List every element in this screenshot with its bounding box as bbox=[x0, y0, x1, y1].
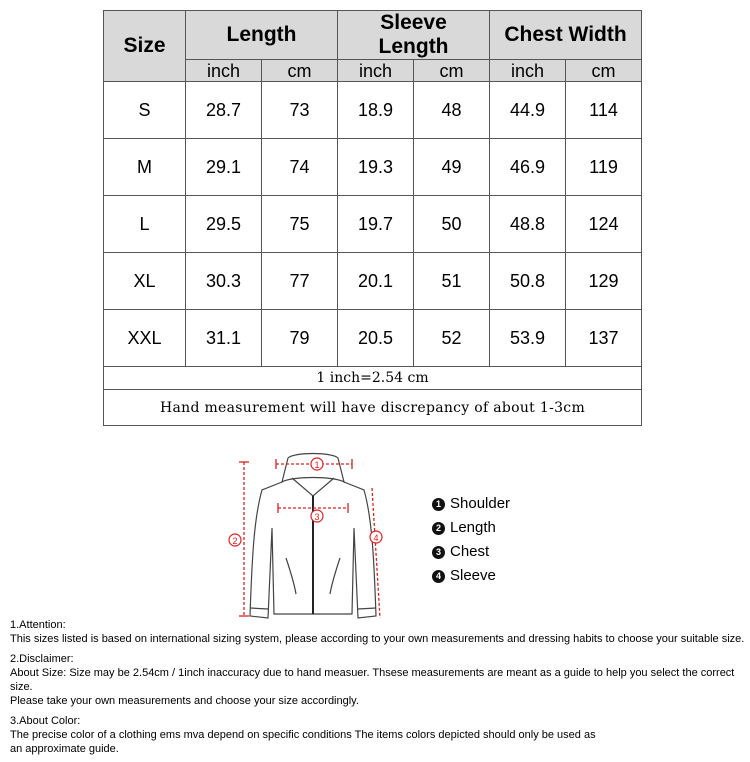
unit-cell: inch bbox=[490, 60, 566, 82]
length-cm-cell: 74 bbox=[262, 139, 338, 196]
sleeve-cm-cell: 52 bbox=[414, 310, 490, 367]
size-cell: XXL bbox=[104, 310, 186, 367]
table-row bbox=[104, 196, 642, 253]
note-line: About Size: Size may be 2.54cm / 1inch inaccuracy due to hand measuer. Thsese measurements are meant as a guide to help you select the correct size. bbox=[10, 667, 735, 693]
svg-text:2: 2 bbox=[232, 536, 238, 546]
size-cell: M bbox=[104, 139, 186, 196]
chest-cm-cell: 119 bbox=[566, 139, 642, 196]
marker-4 bbox=[370, 531, 382, 543]
legend-label: Sleeve bbox=[450, 567, 496, 584]
measurement-legend bbox=[432, 492, 510, 588]
measurement-note: Hand measurement will have discrepancy of about 1-3cm bbox=[104, 390, 642, 426]
legend-item-shoulder bbox=[432, 492, 510, 516]
svg-text:1: 1 bbox=[314, 460, 320, 470]
length-cm-cell: 77 bbox=[262, 253, 338, 310]
chest-cm-cell: 137 bbox=[566, 310, 642, 367]
length-cm-cell: 75 bbox=[262, 196, 338, 253]
sleeve-cm-cell: 50 bbox=[414, 196, 490, 253]
note-title: 2.Disclaimer: bbox=[10, 653, 74, 665]
note-line: This sizes listed is based on international sizing system, please according to your own measurements and dressing habits to choose your suitable size. bbox=[10, 633, 745, 645]
sleeve-inch-cell: 19.7 bbox=[338, 196, 414, 253]
table-header-row bbox=[104, 11, 642, 60]
size-cell: XL bbox=[104, 253, 186, 310]
unit-cell: cm bbox=[566, 60, 642, 82]
disclaimer-note bbox=[10, 652, 745, 708]
header-chest-width: Chest Width bbox=[490, 11, 642, 60]
measurement-note-row bbox=[104, 390, 642, 426]
chest-inch-cell: 50.8 bbox=[490, 253, 566, 310]
number-4-icon: 4 bbox=[432, 570, 445, 583]
chest-cm-cell: 124 bbox=[566, 196, 642, 253]
legend-item-sleeve bbox=[432, 564, 510, 588]
sleeve-inch-cell: 20.5 bbox=[338, 310, 414, 367]
chest-inch-cell: 46.9 bbox=[490, 139, 566, 196]
table-row bbox=[104, 310, 642, 367]
conversion-note: 1 inch=2.54 cm bbox=[104, 367, 642, 390]
legend-item-chest bbox=[432, 540, 510, 564]
conversion-note-row bbox=[104, 367, 642, 390]
header-sleeve-line2: Length bbox=[378, 35, 449, 58]
unit-cell: inch bbox=[338, 60, 414, 82]
length-inch-cell: 29.1 bbox=[186, 139, 262, 196]
sleeve-inch-cell: 19.3 bbox=[338, 139, 414, 196]
sleeve-inch-cell: 20.1 bbox=[338, 253, 414, 310]
header-sleeve-line1: Sleeve bbox=[380, 11, 447, 34]
length-inch-cell: 31.1 bbox=[186, 310, 262, 367]
table-row bbox=[104, 82, 642, 139]
legend-label: Shoulder bbox=[450, 495, 511, 512]
legend-item-length bbox=[432, 516, 510, 540]
header-length: Length bbox=[186, 11, 338, 60]
marker-2 bbox=[229, 534, 241, 546]
table-row bbox=[104, 253, 642, 310]
note-title: 3.About Color: bbox=[10, 715, 81, 727]
size-cell: S bbox=[104, 82, 186, 139]
header-size: Size bbox=[104, 11, 186, 82]
number-2-icon: 2 bbox=[432, 522, 445, 535]
table-row bbox=[104, 139, 642, 196]
measurement-guides bbox=[239, 459, 380, 618]
jacket-outline bbox=[250, 454, 379, 619]
notes-section bbox=[10, 618, 745, 762]
length-cm-cell: 73 bbox=[262, 82, 338, 139]
chest-inch-cell: 53.9 bbox=[490, 310, 566, 367]
length-inch-cell: 30.3 bbox=[186, 253, 262, 310]
sleeve-cm-cell: 51 bbox=[414, 253, 490, 310]
jacket-measurement-diagram bbox=[228, 448, 400, 623]
unit-cell: cm bbox=[262, 60, 338, 82]
number-1-icon: 1 bbox=[432, 498, 445, 511]
legend-label: Length bbox=[450, 519, 496, 536]
chest-cm-cell: 129 bbox=[566, 253, 642, 310]
note-line: The precise color of a clothing ems mva depend on specific conditions The items colors depicted should only be used as bbox=[10, 729, 596, 741]
sleeve-cm-cell: 48 bbox=[414, 82, 490, 139]
size-cell: L bbox=[104, 196, 186, 253]
attention-note bbox=[10, 618, 745, 646]
note-line: Please take your own measurements and choose your size accordingly. bbox=[10, 695, 359, 707]
svg-text:4: 4 bbox=[373, 533, 379, 543]
unit-cell: inch bbox=[186, 60, 262, 82]
note-title: 1.Attention: bbox=[10, 619, 66, 631]
number-3-icon: 3 bbox=[432, 546, 445, 559]
length-inch-cell: 28.7 bbox=[186, 82, 262, 139]
svg-text:3: 3 bbox=[314, 512, 320, 522]
chest-cm-cell: 114 bbox=[566, 82, 642, 139]
size-chart-table bbox=[103, 10, 642, 426]
sleeve-cm-cell: 49 bbox=[414, 139, 490, 196]
chest-inch-cell: 48.8 bbox=[490, 196, 566, 253]
length-inch-cell: 29.5 bbox=[186, 196, 262, 253]
legend-label: Chest bbox=[450, 543, 490, 560]
marker-1 bbox=[311, 458, 323, 470]
length-cm-cell: 79 bbox=[262, 310, 338, 367]
note-line: an approximate guide. bbox=[10, 743, 119, 755]
chest-inch-cell: 44.9 bbox=[490, 82, 566, 139]
unit-cell: cm bbox=[414, 60, 490, 82]
header-sleeve-length bbox=[338, 11, 490, 60]
marker-3 bbox=[311, 510, 323, 522]
sleeve-inch-cell: 18.9 bbox=[338, 82, 414, 139]
